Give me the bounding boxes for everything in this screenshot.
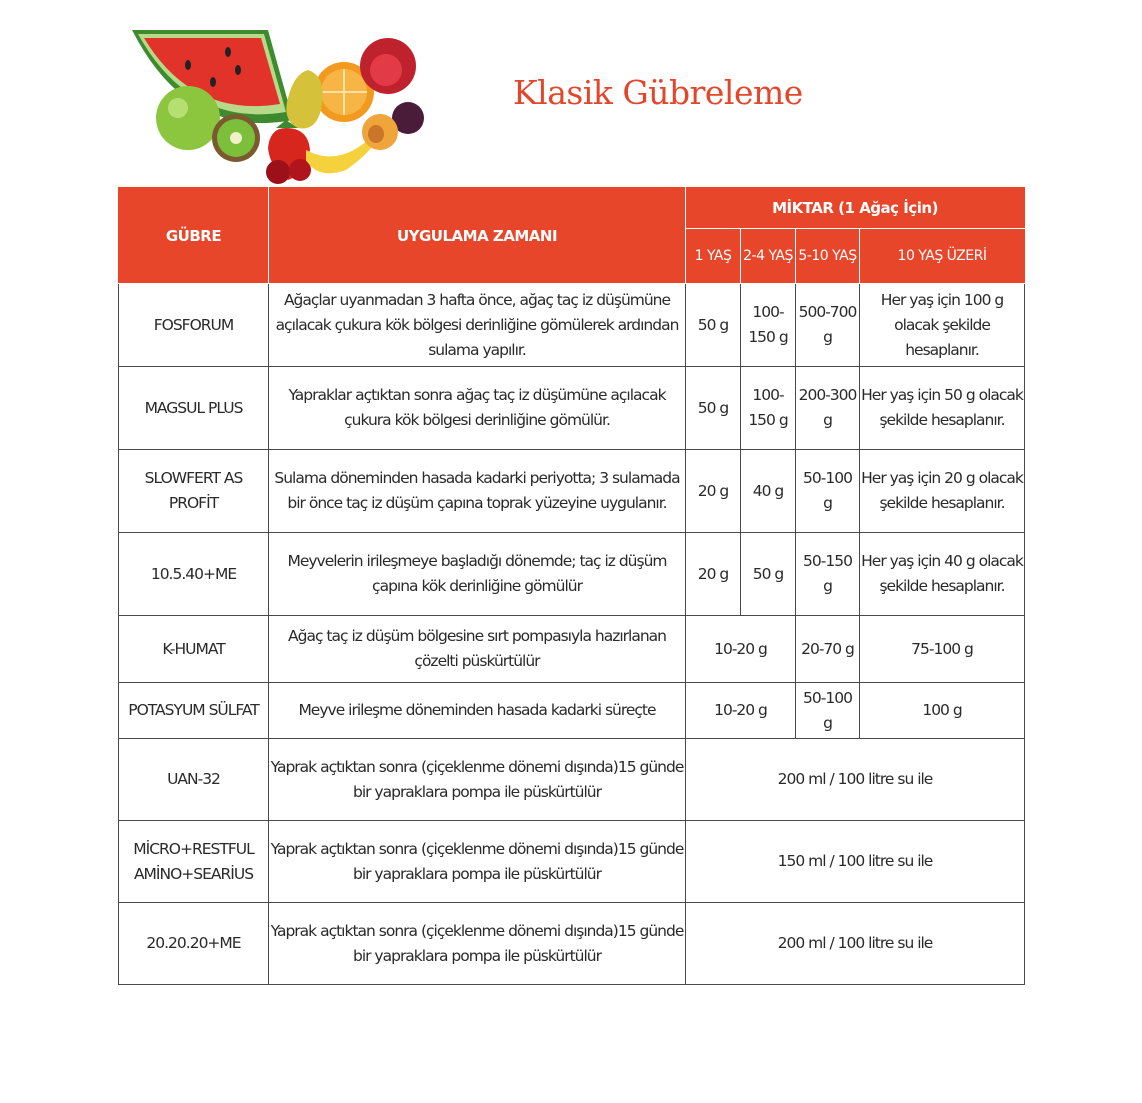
table-row <box>119 616 1025 683</box>
apple-icon <box>156 86 220 150</box>
amount-2-4-yas: 100-150 g <box>741 367 796 450</box>
header-age-1: 1 YAŞ <box>686 229 741 284</box>
table-row <box>119 739 1025 821</box>
amount-10-plus-yas: Her yaş için 20 g olacak şekilde hesaplanır. <box>860 450 1025 533</box>
amount-1-4-yas: 10-20 g <box>686 616 796 683</box>
fruit-illustration <box>118 0 430 186</box>
table-row <box>119 450 1025 533</box>
amount-10-plus-yas: Her yaş için 50 g olacak şekilde hesaplanır. <box>860 367 1025 450</box>
amount-all-ages: 200 ml / 100 litre su ile <box>686 903 1025 985</box>
fertilizer-name: SLOWFERT AS PROFİT <box>119 450 269 533</box>
amount-5-10-yas: 200-300 g <box>796 367 860 450</box>
amount-5-10-yas: 50-150 g <box>796 533 860 616</box>
amount-all-ages: 200 ml / 100 litre su ile <box>686 739 1025 821</box>
fertilizer-name: K-HUMAT <box>119 616 269 683</box>
table-row <box>119 903 1025 985</box>
header-miktar: MİKTAR (1 Ağaç İçin) <box>686 188 1025 229</box>
table-row <box>119 284 1025 367</box>
header-age-10-plus: 10 YAŞ ÜZERİ <box>860 229 1025 284</box>
amount-2-4-yas: 50 g <box>741 533 796 616</box>
application-timing: Meyvelerin irileşmeye başladığı dönemde; taç iz düşüm çapına kök derinliğine gömülür <box>269 533 686 616</box>
fertilization-table <box>118 187 1025 985</box>
application-timing: Ağaç taç iz düşüm bölgesine sırt pompasıyla hazırlanan çözelti püskürtülür <box>269 616 686 683</box>
amount-2-4-yas: 100-150 g <box>741 284 796 367</box>
fertilizer-name: 20.20.20+ME <box>119 903 269 985</box>
header-uygulama-zamani: UYGULAMA ZAMANI <box>269 188 686 284</box>
fertilizer-name: POTASYUM SÜLFAT <box>119 683 269 739</box>
amount-1-yas: 50 g <box>686 367 741 450</box>
amount-1-yas: 50 g <box>686 284 741 367</box>
fertilizer-name: 10.5.40+ME <box>119 533 269 616</box>
application-timing: Yaprak açtıktan sonra (çiçeklenme dönemi dışında)15 günde bir yapraklara pompa ile püskürtülür <box>269 821 686 903</box>
header-gubre: GÜBRE <box>119 188 269 284</box>
table-row <box>119 683 1025 739</box>
amount-10-plus-yas: 100 g <box>860 683 1025 739</box>
amount-1-yas: 20 g <box>686 450 741 533</box>
fertilizer-name: MAGSUL PLUS <box>119 367 269 450</box>
table-row <box>119 533 1025 616</box>
amount-5-10-yas: 50-100 g <box>796 683 860 739</box>
amount-1-4-yas: 10-20 g <box>686 683 796 739</box>
application-timing: Sulama döneminden hasada kadarki periyotta; 3 sulamada bir önce taç iz düşüm çapına toprak yüzeyine uygulanır. <box>269 450 686 533</box>
amount-5-10-yas: 500-700 g <box>796 284 860 367</box>
application-timing: Yaprak açtıktan sonra (çiçeklenme dönemi dışında)15 günde bir yapraklara pompa ile püskürtülür <box>269 903 686 985</box>
page-title: Klasik Gübreleme <box>513 73 803 112</box>
cherry-icon <box>266 160 290 184</box>
application-timing: Meyve irileşme döneminden hasada kadarki süreçte <box>269 683 686 739</box>
application-timing: Ağaçlar uyanmadan 3 hafta önce, ağaç taç iz düşümüne açılacak çukura kök bölgesi derinliğine gömülerek ardından sulama yapılır. <box>269 284 686 367</box>
amount-2-4-yas: 40 g <box>741 450 796 533</box>
amount-all-ages: 150 ml / 100 litre su ile <box>686 821 1025 903</box>
fertilizer-name: FOSFORUM <box>119 284 269 367</box>
fertilizer-name: UAN-32 <box>119 739 269 821</box>
amount-10-plus-yas: 75-100 g <box>860 616 1025 683</box>
fertilizer-name: MİCRO+RESTFUL AMİNO+SEARİUS <box>119 821 269 903</box>
amount-10-plus-yas: Her yaş için 40 g olacak şekilde hesaplanır. <box>860 533 1025 616</box>
application-timing: Yapraklar açtıktan sonra ağaç taç iz düşümüne açılacak çukura kök bölgesi derinliğine gömülür. <box>269 367 686 450</box>
table-row <box>119 367 1025 450</box>
header-age-2-4: 2-4 YAŞ <box>741 229 796 284</box>
amount-10-plus-yas: Her yaş için 100 g olacak şekilde hesaplanır. <box>860 284 1025 367</box>
amount-5-10-yas: 20-70 g <box>796 616 860 683</box>
amount-5-10-yas: 50-100 g <box>796 450 860 533</box>
header-age-5-10: 5-10 YAŞ <box>796 229 860 284</box>
table-row <box>119 821 1025 903</box>
pear-icon <box>286 70 322 129</box>
application-timing: Yaprak açtıktan sonra (çiçeklenme dönemi dışında)15 günde bir yapraklara pompa ile püskürtülür <box>269 739 686 821</box>
amount-1-yas: 20 g <box>686 533 741 616</box>
